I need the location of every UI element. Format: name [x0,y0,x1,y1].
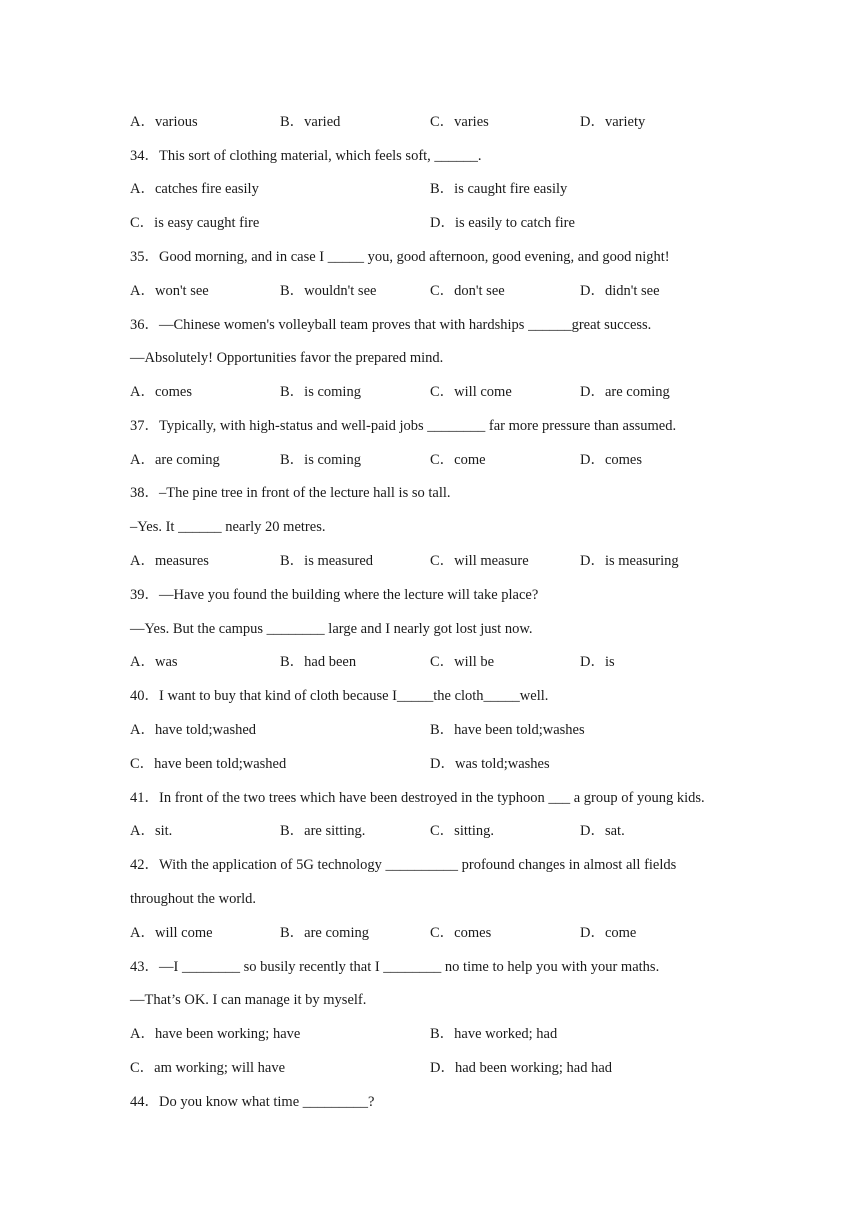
q34-option-d: D．is easily to catch fire [430,215,575,231]
q42-stem: 42．With the application of 5G technology __________ profound changes in almost all fields [130,857,677,873]
q38-option-c: C．will measure [430,553,529,569]
q38-option-b: B．is measured [280,553,374,569]
q33-option-b: B．varied [280,114,341,130]
q35-option-d: D．didn't see [580,283,660,299]
q36-option-a: A．comes [130,384,193,400]
q44-stem: 44．Do you know what time _________? [130,1094,375,1110]
q40-option-d: D．was told;washes [430,756,550,772]
q41-option-c: C．sitting. [430,823,495,839]
q40-stem: 40．I want to buy that kind of cloth because I_____the cloth_____well. [130,688,549,704]
q38-stem: 38．–The pine tree in front of the lecture hall is so tall. [130,485,451,501]
q42-option-d: D．come [580,925,637,941]
q37-option-b: B．is coming [280,452,361,468]
q40-option-b: B．have been told;washes [430,722,585,738]
q42-stem-continued: throughout the world. [130,891,257,907]
q35-stem: 35．Good morning, and in case I _____ you, good afternoon, good evening, and good night! [130,249,670,265]
q39-option-b: B．had been [280,654,357,670]
q33-option-a: A．various [130,114,198,130]
q33-option-c: C．varies [430,114,489,130]
q33-option-d: D．variety [580,114,646,130]
q39-option-d: D．is [580,654,615,670]
q38-option-a: A．measures [130,553,209,569]
q43-option-c: C．am working; will have [130,1060,286,1076]
q40-option-a: A．have told;washed [130,722,257,738]
q36-option-c: C．will come [430,384,512,400]
q36-option-b: B．is coming [280,384,361,400]
q43-option-a: A．have been working; have [130,1026,301,1042]
q34-stem: 34．This sort of clothing material, which feels soft, ______. [130,148,482,164]
q42-option-b: B．are coming [280,925,369,941]
q37-option-d: D．comes [580,452,643,468]
q35-option-b: B．wouldn't see [280,283,377,299]
q39-option-a: A．was [130,654,178,670]
q39-option-c: C．will be [430,654,495,670]
q34-option-a: A．catches fire easily [130,181,259,197]
q35-option-c: C．don't see [430,283,505,299]
q41-option-b: B．are sitting. [280,823,366,839]
q43-option-d: D．had been working; had had [430,1060,613,1076]
q36-stem: 36．—Chinese women's volleyball team proves that with hardships ______great success. [130,317,652,333]
q35-option-a: A．won't see [130,283,209,299]
q36-option-d: D．are coming [580,384,670,400]
q43-option-b: B．have worked; had [430,1026,558,1042]
q37-option-c: C．come [430,452,486,468]
q41-option-a: A．sit. [130,823,173,839]
q41-option-d: D．sat. [580,823,625,839]
q40-option-c: C．have been told;washed [130,756,287,772]
q38-stem-reply: –Yes. It ______ nearly 20 metres. [130,519,326,535]
q43-stem-reply: —That’s OK. I can manage it by myself. [130,992,367,1008]
q42-option-a: A．will come [130,925,213,941]
q41-stem: 41．In front of the two trees which have been destroyed in the typhoon ___ a group of young kids. [130,790,705,806]
q39-stem-reply: —Yes. But the campus ________ large and I nearly got lost just now. [130,621,533,637]
q38-option-d: D．is measuring [580,553,679,569]
q34-option-c: C．is easy caught fire [130,215,260,231]
q37-stem: 37．Typically, with high-status and well-paid jobs ________ far more pressure than assumed. [130,418,677,434]
q34-option-b: B．is caught fire easily [430,181,568,197]
q37-option-a: A．are coming [130,452,220,468]
q42-option-c: C．comes [430,925,492,941]
q36-stem-reply: —Absolutely! Opportunities favor the prepared mind. [130,350,444,366]
q43-stem: 43．—I ________ so busily recently that I ________ no time to help you with your maths. [130,959,660,975]
q39-stem: 39．—Have you found the building where the lecture will take place? [130,587,539,603]
